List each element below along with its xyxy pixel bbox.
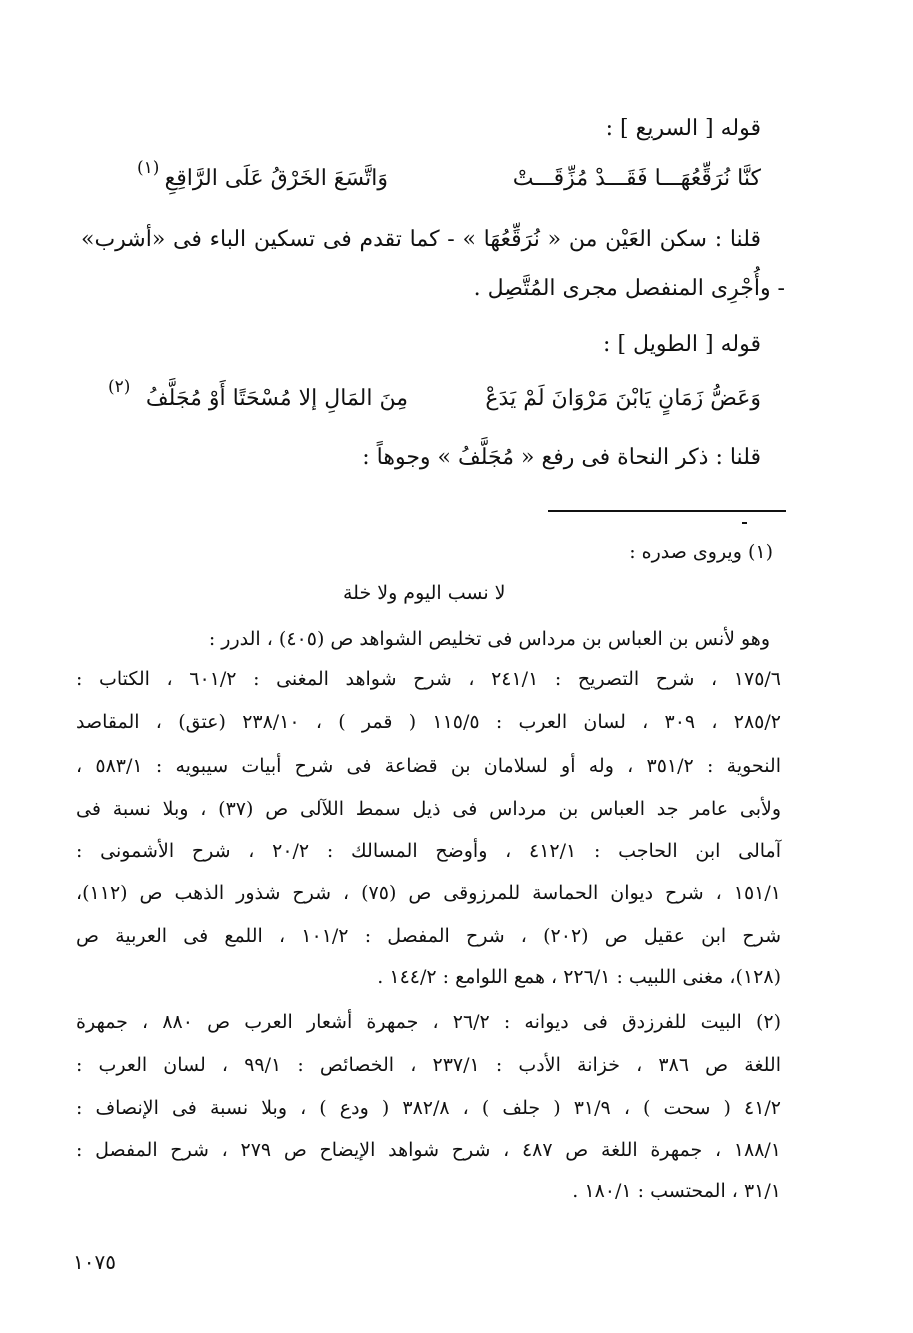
footnote-ref-1: (١) bbox=[137, 158, 160, 178]
footnote-1-line: (١٢٨)، مغنى اللبيب : ٢٢٦/١ ، همع اللوامع : ١٤٤/٢ . bbox=[377, 966, 781, 988]
verse-2-second-hemistich: مِنَ المَالِ إلا مُسْحَتًا أَوْ مُجَلَّفُ bbox=[145, 386, 408, 411]
footnote-separator bbox=[548, 510, 786, 512]
footnote-1-line: ١٥١/١ ، شرح ديوان الحماسة للمرزوقى ص (٧٥) ، شرح شذور الذهب ص (١١٢)، bbox=[76, 882, 781, 904]
footnote-1-line: ولأبى عامر جد العباس بن مرداس فى ذيل سمط اللآلى ص (٣٧) ، وبلا نسبة فى bbox=[76, 798, 781, 820]
heading-sarii: قوله [ السريع ] : bbox=[605, 116, 761, 141]
footnote-ref-2: (٢) bbox=[108, 377, 131, 397]
heading-tawil: قوله [ الطويل ] : bbox=[603, 332, 761, 357]
comment-1-line-2: - وأُجْرِى المنفصل مجرى المُتَّصِل . bbox=[473, 276, 785, 301]
footnote-2-line: ٣١/١ ، المحتسب : ١٨٠/١ . bbox=[572, 1180, 781, 1202]
footnote-2-line: ٤١/٢ ( سحت ) ، ٣١/٩ ( جلف ) ، ٣٨٢/٨ ( ودع ) ، وبلا نسبة فى الإنصاف : bbox=[76, 1097, 782, 1119]
comment-1-line-1: قلنا : سكن العَيْن من « نُرَقِّعُهَا » - كما تقدم فى تسكين الباء فى «أشرب» bbox=[81, 227, 761, 252]
footnote-2-line: ١٨٨/١ ، جمهرة اللغة ص ٤٨٧ ، شرح شواهد الإيضاح ص ٢٧٩ ، شرح المفصل : bbox=[76, 1139, 782, 1161]
footnote-1-line: وهو لأنس بن العباس بن مرداس فى تخليص الشواهد ص (٤٠٥) ، الدرر : bbox=[208, 628, 770, 650]
verse-1-second-hemistich: وَاتَّسَعَ الخَرْقُ عَلَى الرَّاقِعِ bbox=[164, 166, 388, 191]
footnote-1-line: شرح ابن عقيل ص (٢٠٢) ، شرح المفصل : ١٠١/٢ ، اللمع فى العربية ص bbox=[76, 925, 782, 947]
separator-mark bbox=[742, 522, 747, 524]
footnote-1-line: النحوية : ٣٥١/٢ ، وله أو لسلامان بن قضاعة فى شرح أبيات سيبويه : ٥٨٣/١ ، bbox=[76, 755, 781, 777]
verse-2-first-hemistich: وَعَضُّ زَمَانٍ يَابْنَ مَرْوَانَ لَمْ يَدَعْ bbox=[485, 386, 761, 411]
footnote-1-line: ١٧٥/٦ ، شرح التصريح : ٢٤١/١ ، شرح شواهد المغنى : ٦٠١/٢ ، الكتاب : bbox=[76, 668, 782, 690]
footnote-2-line: (٢) البيت للفرزدق فى ديوانه : ٢٦/٢ ، جمهرة أشعار العرب ص ٨٨٠ ، جمهرة bbox=[76, 1011, 782, 1033]
footnote-1-line: ٢٨٥/٢ ، ٣٠٩ ، لسان العرب : ١١٥/٥ ( قمر ) ، ٢٣٨/١٠ (عتق) ، المقاصد bbox=[76, 711, 781, 733]
verse-1-first-hemistich: كنَّا نُرَقِّعُهَـــا فَقَـــدْ مُزِّقَـــتْ bbox=[512, 166, 761, 191]
footnote-1-quote: لا نسب اليوم ولا خلة bbox=[343, 582, 506, 604]
page-number: ١٠٧٥ bbox=[73, 1250, 116, 1274]
footnote-1-line: آمالى ابن الحاجب : ٤١٢/١ ، وأوضح المسالك : ٢٠/٢ ، شرح الأشمونى : bbox=[76, 840, 781, 862]
footnote-2-line: اللغة ص ٣٨٦ ، خزانة الأدب : ٢٣٧/١ ، الخصائص : ٩٩/١ ، لسان العرب : bbox=[76, 1054, 781, 1076]
footnote-1-intro: (١) ويروى صدره : bbox=[629, 541, 773, 563]
comment-2: قلنا : ذكر النحاة فى رفع « مُجَلَّفُ » وجوهاً : bbox=[362, 445, 761, 470]
